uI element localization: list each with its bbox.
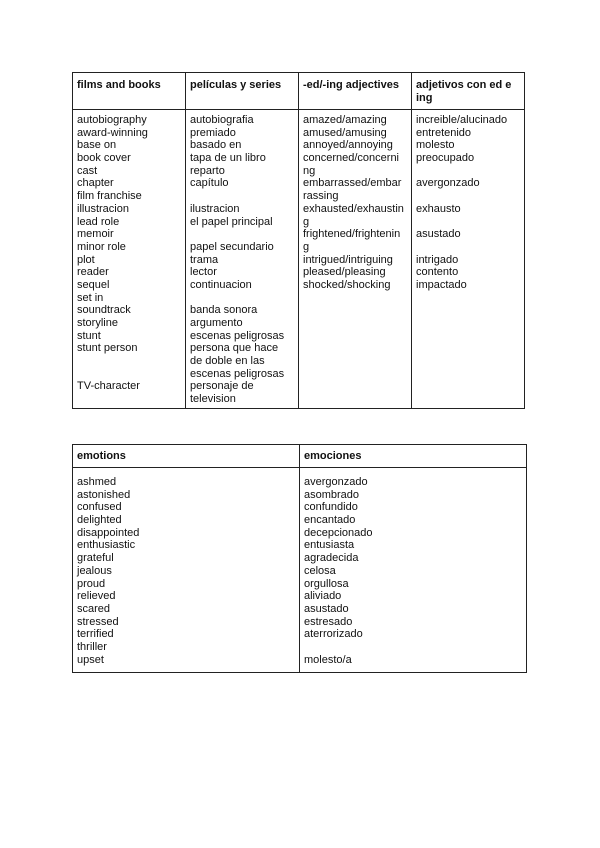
list-item: grateful [77,552,114,565]
list-item: proud [77,577,106,590]
col-peliculas-y-series [186,110,299,409]
list-item: lead role [77,215,120,228]
list-item: exhausted/exhaustin [303,202,404,215]
list-item: asustado [304,602,349,615]
list-item: estresado [304,615,353,628]
list-item: trama [190,253,219,266]
table-body-row [73,110,525,409]
list-item: rassing [303,190,339,203]
list-item: minor role [77,240,126,253]
list-item: storyline [77,317,118,329]
list-item: delighted [77,514,122,527]
list-item: ng [303,164,316,177]
list-item: concerned/concerni [303,152,400,165]
list-item: base on [77,139,117,152]
col-emotions [73,468,300,673]
list-item: reader [77,266,109,279]
list-item [416,190,520,203]
list-item: annoyed/annoying [303,139,393,152]
list-item: escenas peligrosas [190,329,285,342]
list-item: encantado [304,514,356,527]
list-item: terrified [77,628,114,641]
list-item: award-winning [77,126,148,139]
list-item: basado en [190,139,242,152]
list-item: capítulo [190,177,229,190]
list-item [190,292,294,305]
list-item: amused/amusing [303,126,387,139]
list-item: tapa de un libro [190,152,266,165]
list-item [304,641,522,654]
list-item: banda sonora [190,304,258,317]
list-item: molesto/a [304,653,352,666]
list-item: shocked/shocking [303,278,391,291]
col-ed-ing-adjectives [299,110,412,409]
list-item: impactado [416,278,467,291]
table-body-row [73,468,527,673]
list-item: film franchise [77,190,142,203]
list-item: el papel principal [190,215,273,228]
list-item: sequel [77,278,110,291]
list-item: book cover [77,152,131,165]
col-adjetivos-con-ed-e-ing [412,110,525,409]
list-item: confundido [304,501,358,514]
list-item: set in [77,291,104,304]
list-item [416,241,520,254]
col-emociones [300,468,527,673]
list-item: jealous [77,564,112,577]
list-item: ilustracion [190,202,240,215]
header-emociones: emociones [300,445,527,468]
list-item: aliviado [304,590,342,603]
list-item: asombrado [304,488,360,501]
list-item: enthusiastic [77,539,136,552]
list-item: g [303,215,310,228]
list-item: continuacion [190,278,252,291]
table-header-row [73,445,527,468]
header-peliculas-y-series: películas y series [186,73,299,110]
list-item: plot [77,253,95,266]
list-item: asustado [416,228,461,241]
list-item: premiado [190,126,236,139]
list-item: chapter [77,177,114,190]
list-item: celosa [304,564,336,577]
header-emotions: emotions [73,445,300,468]
header-adjetivos-con-ed-e-ing: adjetivos con ed e ing [412,73,525,110]
list-item [77,368,181,381]
list-item: astonished [77,488,131,501]
list-item: molesto [416,139,455,152]
list-item: TV-character [77,380,140,393]
list-item: g [303,240,310,253]
header-films-and-books: films and books [73,73,186,110]
list-item: orgullosa [304,577,349,590]
list-item: decepcionado [304,526,373,539]
list-item: autobiografia [190,114,254,126]
list-item: avergonzado [304,476,368,488]
list-item: entusiasta [304,539,355,552]
list-item: relieved [77,590,116,603]
list-item: avergonzado [416,177,480,190]
list-item: intrigado [416,253,459,266]
list-item: cast [77,164,98,177]
list-item [190,228,294,241]
list-item: reparto [190,164,225,177]
list-item: escenas peligrosas [190,367,285,380]
list-item: memoir [77,228,114,241]
list-item: de doble en las [190,355,265,368]
list-item: personaje de [190,380,254,393]
list-item: contento [416,266,459,279]
list-item: increible/alucinado [416,114,508,126]
list-item [77,355,181,368]
list-item: upset [77,653,104,666]
list-item: frightened/frightenin [303,228,401,241]
list-item [416,165,520,178]
list-item: disappointed [77,526,140,539]
list-item: argumento [190,317,243,329]
vocabulary-table-emotions [72,444,527,673]
list-item: aterrorizado [304,628,363,641]
list-item: amazed/amazing [303,114,387,126]
list-item: soundtrack [77,304,131,317]
list-item: stressed [77,615,119,628]
list-item: stunt person [77,342,138,355]
list-item: autobiography [77,114,147,126]
table-header-row [73,73,525,110]
list-item: lector [190,266,217,279]
list-item: stunt [77,329,101,342]
list-item: papel secundario [190,240,274,253]
list-item: television [190,393,236,406]
list-item: exhausto [416,202,461,215]
list-item: intrigued/intriguing [303,253,393,266]
list-item: preocupado [416,152,475,165]
list-item: entretenido [416,126,472,139]
list-item: thriller [77,640,107,653]
list-item [416,216,520,229]
list-item: confused [77,501,122,514]
list-item: persona que hace [190,342,279,355]
list-item: pleased/pleasing [303,266,386,279]
list-item: scared [77,602,111,615]
header-ed-ing-adjectives: -ed/-ing adjectives [299,73,412,110]
list-item: ashmed [77,476,117,488]
list-item [190,190,294,203]
vocabulary-table-films [72,72,525,409]
list-item: illustracion [77,202,129,215]
list-item: embarrassed/embar [303,177,402,190]
col-films-and-books [73,110,186,409]
list-item: agradecida [304,552,359,565]
